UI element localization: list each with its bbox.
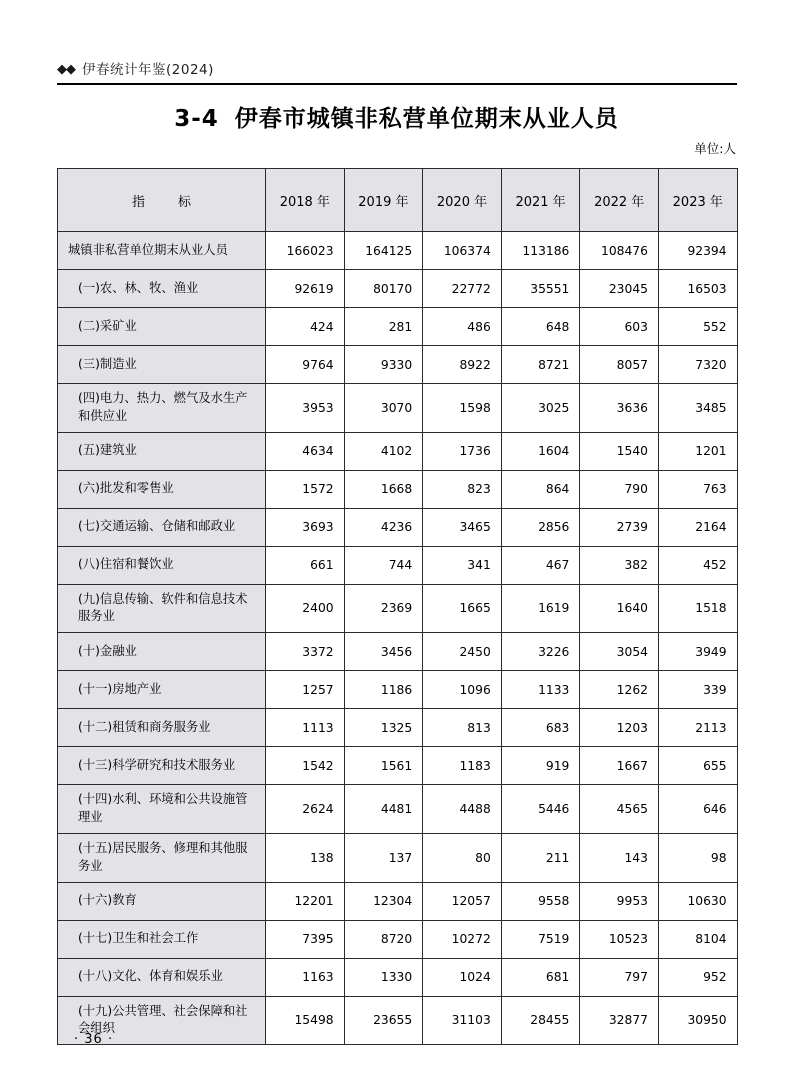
table-row <box>58 270 738 308</box>
row-value: 1203 <box>580 709 659 747</box>
row-value: 919 <box>501 747 580 785</box>
table-number: 3-4 <box>174 106 219 132</box>
row-value: 80170 <box>344 270 423 308</box>
table-row <box>58 996 738 1045</box>
row-value: 16503 <box>658 270 737 308</box>
table-header-row <box>58 169 738 232</box>
row-value: 7320 <box>658 346 737 384</box>
row-label: (十八)文化、体育和娱乐业 <box>58 958 266 996</box>
row-label: (十一)房地产业 <box>58 671 266 709</box>
table-row <box>58 584 738 633</box>
row-value: 3693 <box>266 508 345 546</box>
table-row <box>58 785 738 834</box>
row-value: 164125 <box>344 232 423 270</box>
table-row <box>58 671 738 709</box>
row-value: 4102 <box>344 432 423 470</box>
row-label: (十三)科学研究和技术服务业 <box>58 747 266 785</box>
row-value: 106374 <box>423 232 502 270</box>
row-value: 8720 <box>344 920 423 958</box>
row-label: (十二)租赁和商务服务业 <box>58 709 266 747</box>
row-value: 3485 <box>658 384 737 433</box>
table-row <box>58 709 738 747</box>
row-value: 467 <box>501 546 580 584</box>
row-label: (六)批发和零售业 <box>58 470 266 508</box>
row-value: 8104 <box>658 920 737 958</box>
row-value: 1540 <box>580 432 659 470</box>
row-value: 341 <box>423 546 502 584</box>
row-value: 108476 <box>580 232 659 270</box>
table-body <box>58 232 738 1045</box>
row-label: (十九)公共管理、社会保障和社会组织 <box>58 996 266 1045</box>
row-value: 1330 <box>344 958 423 996</box>
row-value: 3025 <box>501 384 580 433</box>
table-title-text: 伊春市城镇非私营单位期末从业人员 <box>234 106 619 132</box>
row-value: 138 <box>266 833 345 882</box>
row-label: (五)建筑业 <box>58 432 266 470</box>
table-row <box>58 308 738 346</box>
column-header-2018: 2018 年 <box>266 169 345 232</box>
statistics-table-wrapper <box>57 168 737 1045</box>
row-value: 1163 <box>266 958 345 996</box>
row-label: (二)采矿业 <box>58 308 266 346</box>
statistics-table <box>57 168 738 1045</box>
row-value: 1262 <box>580 671 659 709</box>
row-label: (十七)卫生和社会工作 <box>58 920 266 958</box>
row-label: (一)农、林、牧、渔业 <box>58 270 266 308</box>
row-value: 1024 <box>423 958 502 996</box>
row-value: 4481 <box>344 785 423 834</box>
row-value: 8057 <box>580 346 659 384</box>
row-label: (十)金融业 <box>58 633 266 671</box>
row-value: 10523 <box>580 920 659 958</box>
row-value: 2856 <box>501 508 580 546</box>
row-value: 813 <box>423 709 502 747</box>
row-value: 790 <box>580 470 659 508</box>
row-value: 3456 <box>344 633 423 671</box>
row-value: 80 <box>423 833 502 882</box>
row-value: 281 <box>344 308 423 346</box>
row-value: 864 <box>501 470 580 508</box>
column-header-2022: 2022 年 <box>580 169 659 232</box>
row-value: 681 <box>501 958 580 996</box>
row-value: 12057 <box>423 882 502 920</box>
row-value: 1183 <box>423 747 502 785</box>
row-value: 8922 <box>423 346 502 384</box>
row-value: 3949 <box>658 633 737 671</box>
row-value: 22772 <box>423 270 502 308</box>
row-value: 9330 <box>344 346 423 384</box>
table-row <box>58 958 738 996</box>
row-value: 763 <box>658 470 737 508</box>
row-value: 646 <box>658 785 737 834</box>
row-value: 211 <box>501 833 580 882</box>
row-value: 1518 <box>658 584 737 633</box>
table-row <box>58 882 738 920</box>
row-value: 10272 <box>423 920 502 958</box>
row-label: (十六)教育 <box>58 882 266 920</box>
row-value: 3636 <box>580 384 659 433</box>
table-row <box>58 920 738 958</box>
row-value: 4565 <box>580 785 659 834</box>
row-value: 1201 <box>658 432 737 470</box>
row-label: (四)电力、热力、燃气及水生产和供应业 <box>58 384 266 433</box>
row-value: 10630 <box>658 882 737 920</box>
row-value: 2113 <box>658 709 737 747</box>
row-value: 31103 <box>423 996 502 1045</box>
row-value: 1598 <box>423 384 502 433</box>
row-label: (八)住宿和餐饮业 <box>58 546 266 584</box>
row-value: 9953 <box>580 882 659 920</box>
table-row <box>58 346 738 384</box>
row-value: 12304 <box>344 882 423 920</box>
table-row <box>58 633 738 671</box>
row-value: 2164 <box>658 508 737 546</box>
row-value: 92394 <box>658 232 737 270</box>
row-value: 137 <box>344 833 423 882</box>
row-value: 92619 <box>266 270 345 308</box>
row-value: 1325 <box>344 709 423 747</box>
row-value: 1604 <box>501 432 580 470</box>
column-header-2019: 2019 年 <box>344 169 423 232</box>
row-value: 9558 <box>501 882 580 920</box>
row-value: 952 <box>658 958 737 996</box>
row-value: 1257 <box>266 671 345 709</box>
row-value: 3226 <box>501 633 580 671</box>
row-value: 2624 <box>266 785 345 834</box>
row-label: 城镇非私营单位期末从业人员 <box>58 232 266 270</box>
row-value: 4488 <box>423 785 502 834</box>
row-value: 3372 <box>266 633 345 671</box>
row-value: 1186 <box>344 671 423 709</box>
row-value: 823 <box>423 470 502 508</box>
row-value: 113186 <box>501 232 580 270</box>
row-value: 744 <box>344 546 423 584</box>
row-value: 23045 <box>580 270 659 308</box>
row-label: (九)信息传输、软件和信息技术服务业 <box>58 584 266 633</box>
table-row <box>58 747 738 785</box>
table-row <box>58 232 738 270</box>
row-value: 1619 <box>501 584 580 633</box>
row-label: (十四)水利、环境和公共设施管理业 <box>58 785 266 834</box>
row-value: 8721 <box>501 346 580 384</box>
row-value: 2739 <box>580 508 659 546</box>
row-value: 1561 <box>344 747 423 785</box>
page-title <box>0 100 793 133</box>
row-value: 3054 <box>580 633 659 671</box>
row-value: 1096 <box>423 671 502 709</box>
row-label: (十五)居民服务、修理和其他服务业 <box>58 833 266 882</box>
diamond-icon: ◆◆ <box>57 60 75 76</box>
row-value: 4236 <box>344 508 423 546</box>
column-header-indicator: 指 标 <box>58 169 266 232</box>
table-row <box>58 470 738 508</box>
row-value: 35551 <box>501 270 580 308</box>
row-label: (七)交通运输、仓储和邮政业 <box>58 508 266 546</box>
row-value: 7395 <box>266 920 345 958</box>
row-label: (三)制造业 <box>58 346 266 384</box>
row-value: 2400 <box>266 584 345 633</box>
row-value: 552 <box>658 308 737 346</box>
row-value: 603 <box>580 308 659 346</box>
row-value: 3465 <box>423 508 502 546</box>
row-value: 15498 <box>266 996 345 1045</box>
table-row <box>58 833 738 882</box>
row-value: 98 <box>658 833 737 882</box>
table-row <box>58 384 738 433</box>
row-value: 424 <box>266 308 345 346</box>
row-value: 655 <box>658 747 737 785</box>
row-value: 3070 <box>344 384 423 433</box>
row-value: 166023 <box>266 232 345 270</box>
row-value: 28455 <box>501 996 580 1045</box>
row-value: 1668 <box>344 470 423 508</box>
row-value: 3953 <box>266 384 345 433</box>
row-value: 486 <box>423 308 502 346</box>
row-value: 683 <box>501 709 580 747</box>
row-value: 2369 <box>344 584 423 633</box>
row-value: 5446 <box>501 785 580 834</box>
row-value: 1665 <box>423 584 502 633</box>
row-value: 648 <box>501 308 580 346</box>
row-value: 12201 <box>266 882 345 920</box>
column-header-2021: 2021 年 <box>501 169 580 232</box>
running-header-title: 伊春统计年鉴(2024) <box>82 62 214 78</box>
row-value: 797 <box>580 958 659 996</box>
table-row <box>58 508 738 546</box>
column-header-2023: 2023 年 <box>658 169 737 232</box>
page-number: · 36 · <box>74 1032 114 1047</box>
row-value: 2450 <box>423 633 502 671</box>
row-value: 4634 <box>266 432 345 470</box>
row-value: 143 <box>580 833 659 882</box>
table-header <box>58 169 738 232</box>
table-row <box>58 432 738 470</box>
row-value: 32877 <box>580 996 659 1045</box>
running-header <box>57 58 737 78</box>
row-value: 1572 <box>266 470 345 508</box>
row-value: 1667 <box>580 747 659 785</box>
row-value: 1542 <box>266 747 345 785</box>
row-value: 661 <box>266 546 345 584</box>
column-header-2020: 2020 年 <box>423 169 502 232</box>
row-value: 382 <box>580 546 659 584</box>
row-value: 7519 <box>501 920 580 958</box>
unit-note: 单位:人 <box>694 141 736 156</box>
row-value: 452 <box>658 546 737 584</box>
row-value: 1113 <box>266 709 345 747</box>
row-value: 1133 <box>501 671 580 709</box>
row-value: 9764 <box>266 346 345 384</box>
row-value: 1736 <box>423 432 502 470</box>
row-value: 30950 <box>658 996 737 1045</box>
table-row <box>58 546 738 584</box>
row-value: 1640 <box>580 584 659 633</box>
row-value: 339 <box>658 671 737 709</box>
header-rule <box>57 83 737 85</box>
row-value: 23655 <box>344 996 423 1045</box>
